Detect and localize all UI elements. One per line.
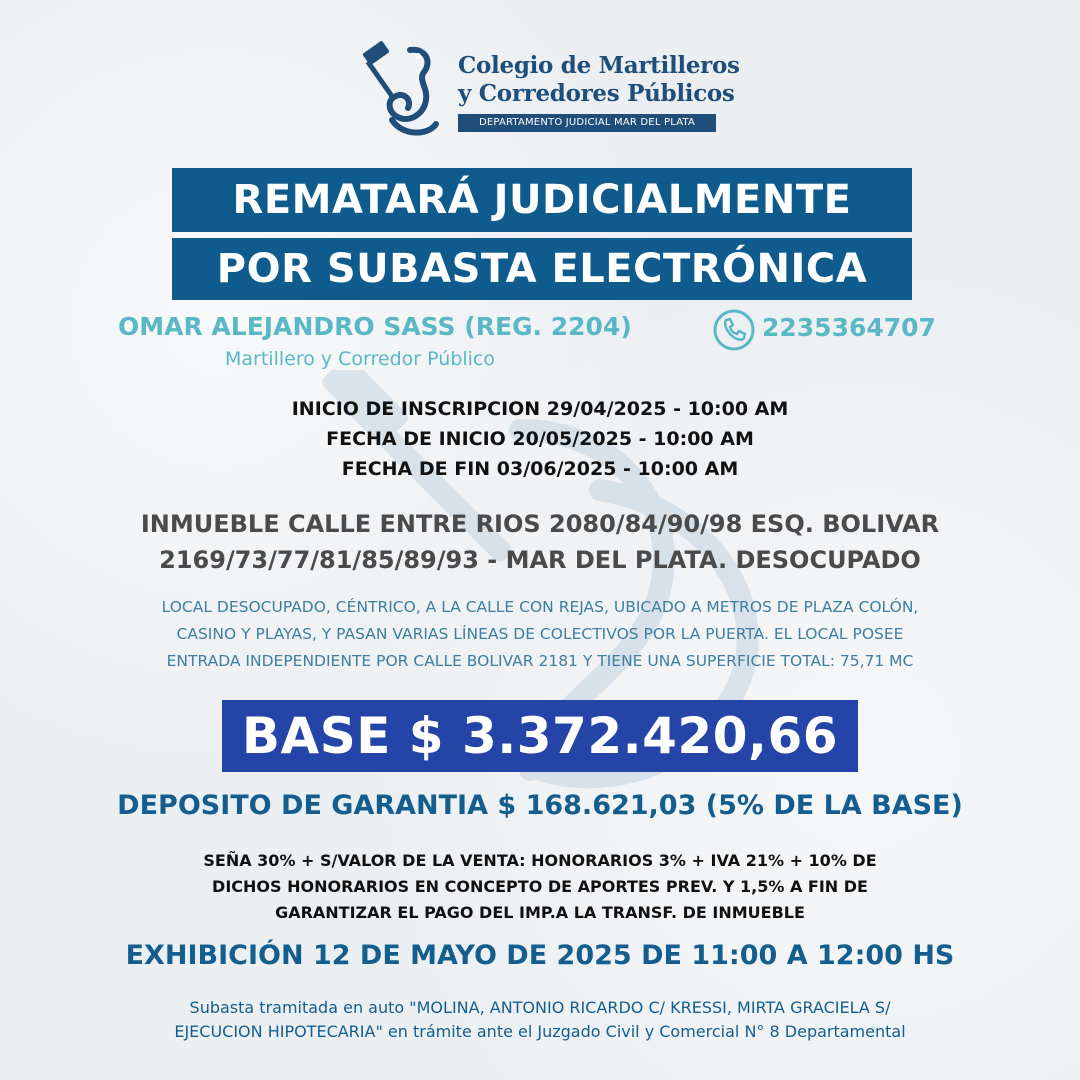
description-line-1: LOCAL DESOCUPADO, CÉNTRICO, A LA CALLE CON REJAS, UBICADO A METROS DE PLAZA COLÓN, [161,598,919,616]
brand-line-1: Colegio de Martilleros [458,52,740,79]
brand-department: DEPARTAMENTO JUDICIAL MAR DEL PLATA [458,114,716,132]
case-info [0,996,1080,1044]
auction-dates [0,394,1080,484]
auctioneer-name: OMAR ALEJANDRO SASS (REG. 2204) [118,312,632,341]
base-price: BASE $ 3.372.420,66 [222,700,858,772]
registration-start: INICIO DE INSCRIPCION 29/04/2025 - 10:00 AM [291,398,789,420]
property-address-line-2: 2169/73/77/81/85/89/93 - MAR DEL PLATA. DESOCUPADO [159,546,921,574]
headline-line-2: POR SUBASTA ELECTRÓNICA [172,238,912,300]
exhibition-date: EXHIBICIÓN 12 DE MAYO DE 2025 DE 11:00 A 12:00 HS [125,940,955,971]
phone-number[interactable]: 2235364707 [762,313,936,342]
college-logo [362,40,740,140]
terms-line-1: SEÑA 30% + S/VALOR DE LA VENTA: HONORARIOS 3% + IVA 21% + 10% DE [203,851,877,870]
phone-icon[interactable] [712,308,756,352]
auctioneer-role: Martillero y Corredor Público [225,348,496,370]
auction-end: FECHA DE FIN 03/06/2025 - 10:00 AM [341,458,739,480]
description-line-2: CASINO Y PLAYAS, Y PASAN VARIAS LÍNEAS DE COLECTIVOS POR LA PUERTA. EL LOCAL POSEE [176,625,904,643]
headline-line-1: REMATARÁ JUDICIALMENTE [172,168,912,232]
case-line-1: Subasta tramitada en auto "MOLINA, ANTONIO RICARDO C/ KRESSI, MIRTA GRACIELA S/ [189,998,891,1017]
property-address [0,506,1080,578]
description-line-3: ENTRADA INDEPENDIENTE POR CALLE BOLIVAR 2181 Y TIENE UNA SUPERFICIE TOTAL: 75,71 MC [166,652,914,670]
property-description [30,594,1050,675]
guarantee-deposit: DEPOSITO DE GARANTIA $ 168.621,03 (5% DE LA BASE) [117,790,963,821]
brand-line-2: y Corredores Públicos [458,80,735,107]
case-line-2: EJECUCION HIPOTECARIA" en trámite ante el Juzgado Civil y Comercial N° 8 Departamental [174,1022,906,1041]
gavel-seahorse-logo-icon [362,40,452,140]
terms-line-2: DICHOS HONORARIOS EN CONCEPTO DE APORTES PREV. Y 1,5% A FIN DE [212,877,868,896]
auction-start: FECHA DE INICIO 20/05/2025 - 10:00 AM [326,428,754,450]
terms-line-3: GARANTIZAR EL PAGO DEL IMP.A LA TRANSF. DE INMUEBLE [275,903,805,922]
property-address-line-1: INMUEBLE CALLE ENTRE RIOS 2080/84/90/98 ESQ. BOLIVAR [140,510,940,538]
sale-terms [0,848,1080,926]
